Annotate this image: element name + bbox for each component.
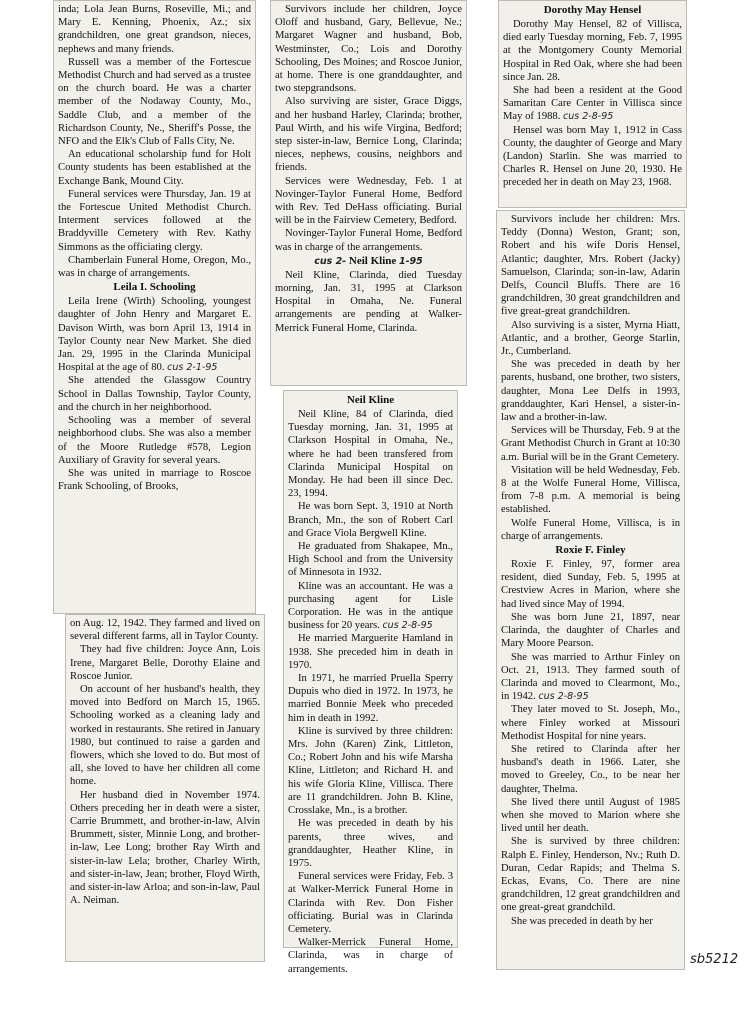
handwritten-note: cus 2-8-95 — [563, 111, 614, 123]
paragraph: Dorothy May Hensel, 82 of Villisca, died early Tuesday morning, Feb. 7, 1995 at the Montgomery County Memorial Hospital in Red Oak, where she had been since Jan. 28. — [503, 19, 682, 83]
paragraph-text: She was married to Arthur Finley on Oct. 21, 1913. They farmed south of Clarinda and moved to Clearmont, Mo., in 1942. — [501, 651, 680, 703]
paragraph: On account of her husband's health, they moved into Bedford on March 15, 1965. Schooling worked as a cleaning lady and worked in restaurants. She retired in January 1980, but continued to raise a garden and flowers, which she loved to do. But most of all, she loved to have her children all come home. — [70, 684, 260, 788]
handwritten-note: 1-95 — [399, 255, 423, 267]
handwritten-note: cus 2-8-95 — [538, 691, 589, 703]
paragraph — [288, 580, 453, 633]
paragraph: He was born Sept. 3, 1910 at North Branch, Mn., the son of Robert Carl and Grace Viola Bergwell Kline. — [288, 501, 453, 539]
paragraph: Also surviving are sister, Grace Diggs, and her husband Harley, Clarinda; brother, Paul Wirth, and his wife Virgina, Bedford; step sister-in-law, Bernice Long, Clarinda; nieces, nephews, cousins, neighbors and friends. — [275, 96, 462, 174]
paragraph: Walker-Merrick Funeral Home, Clarinda, was in charge of arrangements. — [288, 937, 453, 975]
paragraph: Services were Wednesday, Feb. 1 at Novinger-Taylor Funeral Home, Bedford with Rev. Ted DeHass officiating. Burial will be in the Fairview Cemetery, Bedford. — [275, 175, 462, 227]
paragraph: Hensel was born May 1, 1912 in Cass County, the daughter of George and Mary (Landon) Starlin. She was married to Charles R. Hensel on June 20, 1930. He preceded her in death on May 23, 1968. — [503, 124, 682, 189]
paragraph: Russell was a member of the Fortescue Methodist Church and had served as a trustee on the church board. He was a charter member of the Nodaway County, Mo., Saddle Club, and a member of the Richardson County, Ne., Sheriff's Posse, the NFO and the Elk's Club of Falls City, Ne. — [58, 56, 251, 148]
paragraph: Survivors include her children: Mrs. Teddy (Donna) Weston, Grant; son, Robert and his wife Doris Hensel, Atlantic; daughter, Mrs. Robert (Jacky) Samuelson, Clarinda; son-in-law, Adarin Delfs, Council Bluffs. There are 16 grandchildren, 30 great grandchildren and five great-great grandchildren. — [501, 214, 680, 318]
paragraph: on Aug. 12, 1942. They farmed and lived on several different farms, all in Taylor County. — [70, 618, 260, 643]
paragraph: Funeral services were Friday, Feb. 3 at Walker-Merrick Funeral Home in Clarinda with Rev. Don Fisher officiating. Burial was in Clarinda Cemetery. — [288, 871, 453, 935]
page-number: sb5212 — [690, 952, 739, 967]
clipping-russell-leila — [53, 0, 256, 614]
handwritten-note: cus 2-8-95 — [382, 620, 433, 632]
paragraph — [58, 295, 251, 374]
obituary-heading — [275, 255, 462, 268]
paragraph: Kline is survived by three children: Mrs. John (Karen) Zink, Littleton, Co.; Robert John and his wife Marsha Kline, Littleton; and Richard H. and his wife Gloria Kline, Villisca. There are 11 grandchildren. John B. Kline, Crosslake, Mn., is a brother. — [288, 725, 453, 817]
obituary-heading: Dorothy May Hensel — [543, 4, 642, 16]
paragraph: She retired to Clarinda after her husband's death in 1966. Later, she moved to Greeley, Co., to be near her daughter, Thelma. — [501, 743, 680, 795]
paragraph: Roxie F. Finley, 97, former area resident, died Sunday, Feb. 5, 1995 at Crestview Acres in Marion, where she had lived since May of 1994. — [501, 559, 680, 610]
paragraph: She was preceded in death by her — [511, 915, 653, 927]
paragraph: Neil Kline, Clarinda, died Tuesday morning, Jan. 31, 1995 at Clarkson Hospital in Omaha, Ne. Funeral arrangements are pending at Walker-Merrick Funeral Home, Clarinda. — [275, 269, 462, 334]
paragraph: In 1971, he married Pruella Sperry Dupuis who died in 1972. In 1973, he married Bonnie Meek who preceded him in death in 1992. — [288, 673, 453, 724]
paragraph: Wolfe Funeral Home, Villisca, is in charge of arrangements. — [501, 517, 680, 542]
paragraph: Chamberlain Funeral Home, Oregon, Mo., was in charge of arrangements. — [58, 254, 251, 280]
paragraph-text: Leila Irene (Wirth) Schooling, youngest daughter of John Henry and Margaret E. Davison Wirth, was born April 13, 1914 in Taylor County near New Market. She died Jan. 29, 1995 in the Clarinda Municipal Hospital at the age of 80. — [58, 296, 251, 374]
paragraph: Novinger-Taylor Funeral Home, Bedford was in charge of the arrangements. — [275, 228, 462, 253]
clipping-dorothy-hensel — [498, 0, 687, 208]
obituary-heading: Roxie F. Finley — [555, 544, 626, 557]
paragraph: An educational scholarship fund for Holt County students has been established at the Exchange Bank, Mound City. — [58, 149, 251, 187]
clipping-neil-kline — [283, 390, 458, 975]
paragraph: inda; Lola Jean Burns, Roseville, Mi.; and Mary E. Kenning, Phoenix, Az.; six grandchildren, one great grandson, nieces, nephews and many friends. — [58, 4, 251, 55]
paragraph — [501, 651, 680, 704]
paragraph: Services will be Thursday, Feb. 9 at the Grant Methodist Church in Grant at 10:30 a.m. Burial will be in the Grant Cemetery. — [501, 425, 680, 463]
clipping-hensel-finley — [496, 210, 685, 970]
paragraph: Schooling was a member of several neighborhood clubs. She was also a member of the Moore Rutledge #578, Legion Auxiliary of Gravity for several years. — [58, 415, 251, 466]
paragraph — [503, 84, 682, 124]
paragraph-text: She had been a resident at the Good Samaritan Care Center in Villisca since May of 1988. — [503, 85, 682, 123]
paragraph: Survivors include her children, Joyce Oloff and husband, Gary, Bellevue, Ne.; Margaret Wagner and husband, Bob, Westminster, Co.; Lois and Dorothy Schooling, Des Moines; and Roscoe Junior, at home. There is one granddaughter, and two stepgrandsons. — [275, 4, 462, 95]
obituary-heading: Neil Kline — [346, 394, 395, 406]
paragraph: They later moved to St. Joseph, Mo., where Finley worked at Missouri Methodist Hospital for nine years. — [501, 704, 680, 742]
paragraph: She was born June 21, 1897, near Clarinda, the daughter of Charles and Mary Moore Pearson. — [501, 611, 680, 650]
paragraph: He was preceded in death by his parents, three wives, and granddaughter, Heather Kline, in 1975. — [288, 818, 453, 869]
paragraph-text: Kline was an accountant. He was a purchasing agent for Lisle Corporation. He was in the antique business for 20 years. — [288, 580, 453, 632]
paragraph: Neil Kline, 84 of Clarinda, died Tuesday morning, Jan. 31, 1995 at Clarkson Hospital in Omaha, Ne., where he had been transfered from Clarinda Municipal Hospital on Monday. He had been ill since Dec. 23, 1994. — [288, 409, 453, 500]
clipping-leila-continued — [65, 614, 265, 962]
paragraph: She lived there until August of 1985 when she moved to Marion where she lived until her death. — [501, 796, 680, 835]
obituary-heading: Leila I. Schooling — [113, 281, 196, 294]
paragraph: She is survived by three children: Ralph E. Finley, Henderson, Nv.; Ruth D. Duran, Cedar Rapids; and Thelma S. Eckas, Evans, Co. There are nine grandchildren, 12 great grandchildren and one great-great grandchild. — [501, 836, 680, 914]
paragraph: Funeral services were Thursday, Jan. 19 at the Fortescue United Methodist Church. Interment services followed at the Braddyville Cemetery with Rev. Kathy Simmons as the officiating clergy. — [58, 188, 251, 253]
paragraph: She was united in marriage to Roscoe Frank Schooling, of Brooks, — [58, 467, 251, 493]
paragraph: She attended the Glassgow Country School in Dallas Township, Taylor County, and the church in her neighborhood. — [58, 375, 251, 413]
paragraph: Visitation will be held Wednesday, Feb. 8 at the Wolfe Funeral Home, Villisca, from 7-8 p.m. A memorial is being established. — [501, 464, 680, 516]
paragraph: They had five children: Joyce Ann, Lois Irene, Margaret Belle, Dorothy Elaine and Roscoe Junior. — [70, 644, 260, 682]
handwritten-note: cus 2-1-95 — [167, 362, 218, 374]
paragraph: Her husband died in November 1974. Others preceding her in death were a sister, Carrie Brummett, and brother-in-law, Alvin Brummett, sister, Minnie Long, and brother-in-law, Lee Long; brother Ray Wirth and sister-in-law Lela; brother, Charley Wirth, and sister-in-law, Jean; brother, Floyd Wirth, and sister-in-law Arloa; and son-in-law, Paul A. Neiman. — [70, 789, 260, 907]
paragraph: Also surviving is a sister, Myrna Hiatt, Atlantic, and a brother, George Starlin, Jr., Cumberland. — [501, 319, 680, 358]
paragraph: She was preceded in death by her parents, husband, one brother, two sisters, daughter, Mona Lee Delfs in 1993, granddaughter, Kari Hensel, a sister-in-law and a brother-in-law. — [501, 359, 680, 424]
clipping-leila-survivors — [270, 0, 467, 386]
handwritten-note: cus 2- — [314, 255, 347, 267]
heading-text: Neil Kline — [348, 254, 397, 267]
paragraph: He married Marguerite Hamland in 1938. She preceded him in death in 1970. — [288, 633, 453, 671]
paragraph: He graduated from Shakapee, Mn., High School and from the University of Minnesota in 1932. — [288, 541, 453, 579]
